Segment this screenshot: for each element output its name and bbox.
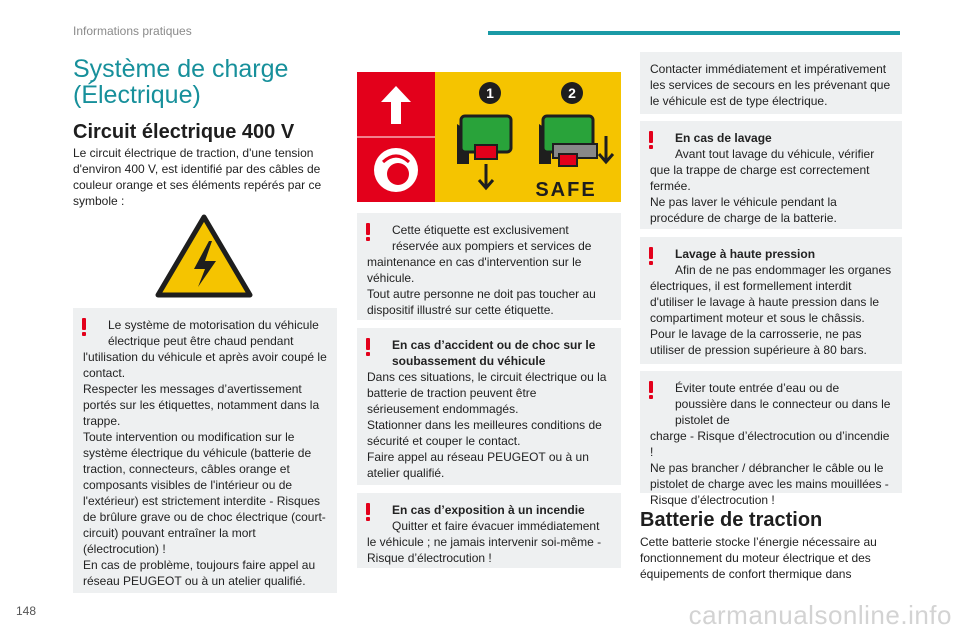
warning-text-first: Avant tout lavage du véhicule, vérifier (675, 147, 875, 161)
warning-text: le véhicule ; ne jamais intervenir soi-même - Risque d’électrocution ! (367, 535, 602, 565)
page-number: 148 (16, 604, 37, 618)
warning-box-accident (357, 328, 621, 485)
warning-title: En cas d’exposition à un incendie (392, 503, 585, 517)
warning-text: l'utilisation du véhicule et après avoir coupé le contact. Respecter les messages d’avertissement portés sur les étiquettes, notamment dans la trappe. Toute intervention ou modification sur le système électrique du véhicule (batterie de traction, connecteurs, câbles orange et composants visibles de l'intérieur ou de l'extérieur) est strictement interdite - Risques de brûlure grave ou de choc électrique (court-circuit) pouvant entraîner la mort (électrocution) ! En cas de problème, toujours faire appel au réseau PEUGEOT ou à un atelier qualifié. (83, 350, 327, 588)
warning-title: Lavage à haute pression (675, 247, 816, 261)
warning-icon (649, 381, 654, 398)
high-voltage-icon (154, 213, 254, 299)
warning-icon (649, 247, 654, 264)
firefighter-safety-label (357, 72, 621, 202)
warning-box-fire (357, 493, 621, 568)
warning-text-first: Cette étiquette est exclusivement réservée aux pompiers et services de (392, 223, 592, 253)
warning-icon (649, 131, 654, 148)
warning-text: que la trappe de charge est correctement fermée. Ne pas laver le véhicule pendant la procédure de charge de la batterie. (650, 163, 870, 225)
warning-title: En cas d’accident ou de choc sur le soubassement du véhicule (392, 338, 596, 368)
warning-title: En cas de lavage (675, 131, 772, 145)
warning-text-first: Afin de ne pas endommager les organes (675, 263, 892, 277)
step-number-1: 1 (486, 85, 494, 101)
warning-box-washing (640, 121, 902, 229)
watermark: carmanualsonline.info (688, 600, 952, 630)
firefighter-icon (374, 148, 418, 192)
warning-icon (366, 503, 371, 520)
warning-text: électriques, il est formellement interdit d'utiliser le lavage à haute pression dans le compartiment moteur et sous le châssis. Pour le lavage de la carrosserie, ne pas utiliser de pression supérieure à 80 bars. (650, 279, 880, 357)
warning-text: Contacter immédiatement et impérativement les services de secours en les prévenant que le véhicule est de type électrique. (650, 62, 891, 108)
warning-icon (366, 223, 371, 240)
warning-box-contact-services (640, 52, 902, 114)
warning-text: Dans ces situations, le circuit électrique ou la batterie de traction peuvent être sérieusement endommagés. Stationner dans les meilleures conditions de sécurité et couper le contact. Faire appel au réseau PEUGEOT ou à un atelier qualifié. (367, 370, 607, 480)
warning-text-first: Éviter toute entrée d’eau ou de poussière dans le connecteur ou dans le pistolet de (675, 381, 891, 427)
warning-box-water-dust (640, 371, 902, 507)
step-number-2: 2 (568, 85, 576, 101)
circuit-body: Le circuit électrique de traction, d'une tension d'environ 400 V, est identifié par des câbles de couleur orange et ses éléments repérés par ce symbole : (73, 146, 322, 208)
warning-box-hot-system (73, 308, 337, 593)
warning-text: maintenance en cas d'intervention sur le véhicule. Tout autre personne ne doit pas toucher au dispositif illustré sur cette étiquette. (367, 255, 596, 317)
warning-box-label-reserved (357, 213, 621, 320)
warning-text-first: Quitter et faire évacuer immédiatement (392, 519, 600, 533)
warning-box-high-pressure (640, 237, 902, 364)
page-title: Système de charge (Électrique) (73, 55, 289, 109)
battery-body: Cette batterie stocke l’énergie nécessaire au fonctionnement du moteur électrique et des équipements de confort thermique dans (640, 535, 877, 581)
header-accent-bar (488, 31, 900, 35)
warning-icon (366, 338, 371, 355)
battery-heading: Batterie de traction (640, 509, 823, 531)
warning-icon (82, 318, 87, 335)
safe-text: SAFE (535, 179, 597, 201)
running-header: Informations pratiques (73, 24, 192, 38)
warning-text-first: Le système de motorisation du véhicule électrique peut être chaud pendant (108, 318, 319, 348)
circuit-heading: Circuit électrique 400 V (73, 121, 295, 143)
warning-text: charge - Risque d’électrocution ou d’incendie ! Ne pas brancher / débrancher le câble ou le pistolet de charge avec les mains mouillées - Risque d’électrocution ! (650, 429, 890, 507)
